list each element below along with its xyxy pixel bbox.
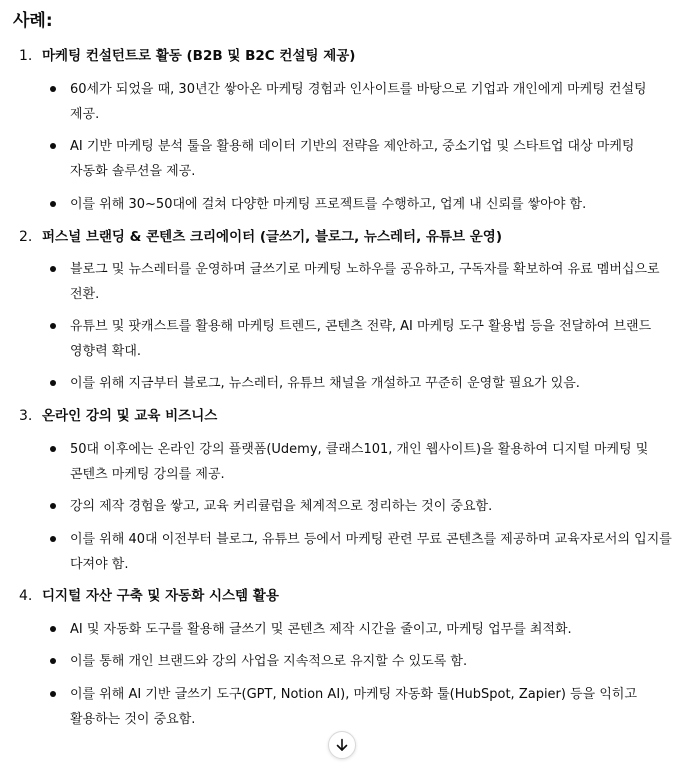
list-item-text: 50대 이후에는 온라인 강의 플랫폼(Udemy, 클래스101, 개인 웹사이트)을 활용하여 디지털 마케팅 및 콘텐츠 마케팅 강의를 제공. [70,442,649,482]
list-item-text: 유튜브 및 팟캐스트를 활용해 마케팅 트렌드, 콘텐츠 전략, AI 마케팅 도구 활용법 등을 전달하여 브랜드 영향력 확대. [70,319,652,359]
bullet-dot [50,446,56,452]
bullet-dot [50,323,56,329]
list-item-text: 블로그 및 뉴스레터를 운영하며 글쓰기로 마케팅 노하우를 공유하고, 구독자를 확보하여 유료 멤버십으로 전환. [70,262,660,302]
list-item-text: 60세가 되었을 때, 30년간 쌓아온 마케팅 경험과 인사이트를 바탕으로 기업과 개인에게 마케팅 컨설팅 제공. [70,82,647,122]
section-title: 온라인 강의 및 교육 비즈니스 [42,408,218,424]
bullet-dot [50,691,56,697]
list-item-text: 이를 통해 개인 브랜드와 강의 사업을 지속적으로 유지할 수 있도록 함. [70,654,468,669]
list-item-text: 이를 위해 지금부터 블로그, 뉴스레터, 유튜브 채널을 개설하고 꾸준히 운영할 필요가 있음. [70,376,580,391]
list-item-text: 이를 위해 AI 기반 글쓰기 도구(GPT, Notion AI), 마케팅 자동화 툴(HubSpot, Zapier) 등을 익히고 활용하는 것이 중요함. [70,687,638,727]
page-heading: 사례: [13,11,53,31]
bullet-dot [50,380,56,386]
section-number: 2. [19,229,33,245]
bullet-dot [50,536,56,542]
section-title: 디지털 자산 구축 및 자동화 시스템 활용 [42,588,279,604]
section-number: 1. [19,48,33,64]
bullet-dot [50,503,56,509]
bullet-dot [50,143,56,149]
list-item-text: 이를 위해 30~50대에 걸쳐 다양한 마케팅 프로젝트를 수행하고, 업계 내 신뢰를 쌓아야 함. [70,197,587,212]
bullet-dot [50,266,56,272]
list-item-text: 강의 제작 경험을 쌓고, 교육 커리큘럼을 체계적으로 정리하는 것이 중요함. [70,499,493,514]
section-title: 퍼스널 브랜딩 & 콘텐츠 크리에이터 (글쓰기, 블로그, 뉴스레터, 유튜브 운영) [42,229,502,245]
bullet-dot [50,658,56,664]
bullet-dot [50,201,56,207]
arrow-down-icon [335,738,349,752]
section-number: 4. [19,588,33,604]
list-item-text: 이를 위해 40대 이전부터 블로그, 유튜브 등에서 마케팅 관련 무료 콘텐츠를 제공하며 교육자로서의 입지를 다져야 함. [70,532,672,572]
list-item-text: AI 기반 마케팅 분석 툴을 활용해 데이터 기반의 전략을 제안하고, 중소기업 및 스타트업 대상 마케팅 자동화 솔루션을 제공. [70,139,635,179]
list-item-text: AI 및 자동화 도구를 활용해 글쓰기 및 콘텐츠 제작 시간을 줄이고, 마케팅 업무를 최적화. [70,622,572,637]
bullet-dot [50,86,56,92]
bullet-dot [50,626,56,632]
section-number: 3. [19,408,33,424]
scroll-to-bottom-button[interactable] [328,731,356,759]
section-title: 마케팅 컨설턴트로 활동 (B2B 및 B2C 컨설팅 제공) [42,48,356,64]
